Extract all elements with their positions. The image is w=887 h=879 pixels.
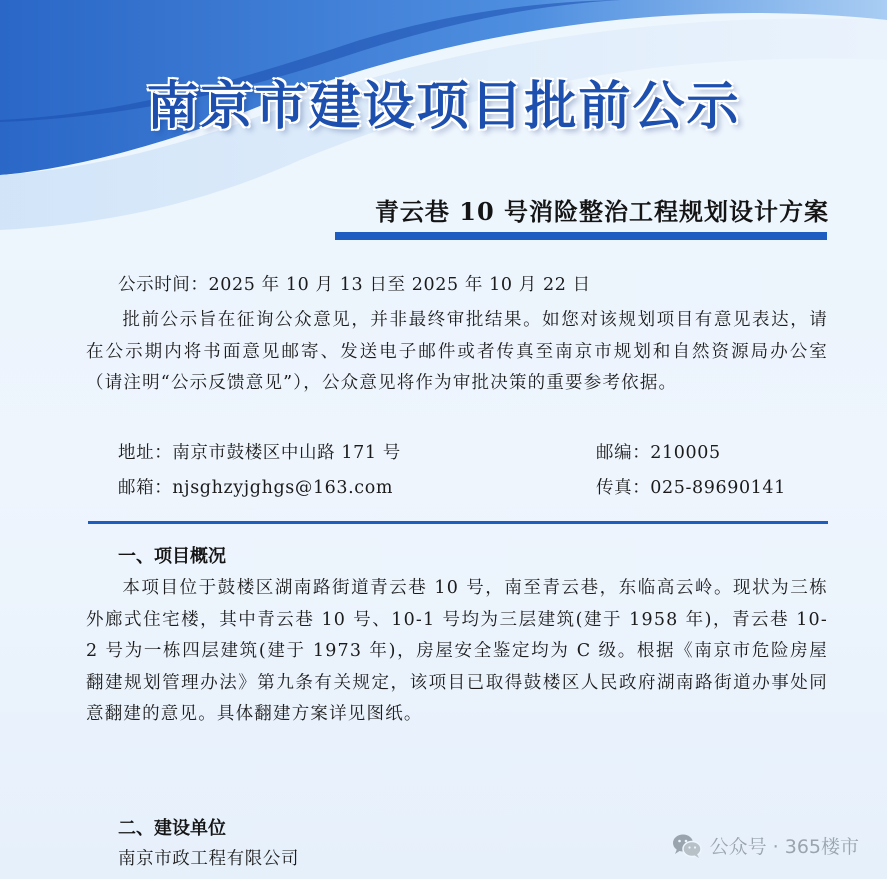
- section-1-body-text: 本项目位于鼓楼区湖南路街道青云巷 10 号，南至青云巷，东临高云岭。现状为三栋外廊式住宅楼，其中青云巷 10 号、10-1 号均为三层建筑(建于 1958 年)，青云巷 10-2 号为一栋四层建筑(建于 1973 年)，房屋安全鉴定均为 C 级。根据《南京市危险房屋翻建规划管理办法》第九条有关规定，该项目已取得鼓楼区人民政府湖南路街道办事处同意翻建的意见。具体翻建方案详见图纸。: [86, 578, 828, 724]
- subtitle-underline: [335, 232, 827, 240]
- watermark: [672, 832, 859, 859]
- contact-fax: 传真：025-89690141: [596, 478, 786, 498]
- section-2-body: 南京市政工程有限公司: [118, 849, 299, 869]
- section-2-heading: 二、建设单位: [118, 818, 226, 839]
- page-title: 南京市建设项目批前公示: [146, 77, 741, 137]
- watermark-text: 公众号 · 365楼市: [709, 836, 859, 858]
- section-divider: [88, 521, 828, 524]
- section-1-heading: 一、项目概况: [118, 546, 226, 567]
- notice-paragraph-text: 批前公示旨在征询公众意见，并非最终审批结果。如您对该规划项目有意见表达，请在公示期内将书面意见邮寄、发送电子邮件或者传真至南京市规划和自然资源局办公室（请注明“公示反馈意见”），公众意见将作为审批决策的重要参考依据。: [86, 310, 828, 393]
- section-1-body: [86, 573, 828, 731]
- notice-paragraph: [86, 305, 828, 400]
- notice-period: 公示时间：2025 年 10 月 13 日至 2025 年 10 月 22 日: [118, 275, 591, 295]
- contact-postcode: 邮编：210005: [596, 443, 721, 463]
- contact-email: 邮箱：njsghzyjghgs@163.com: [118, 478, 394, 498]
- contact-address: 地址：南京市鼓楼区中山路 171 号: [118, 443, 401, 463]
- project-subtitle: 青云巷 10 号消险整治工程规划设计方案: [374, 197, 829, 226]
- wechat-icon: [672, 833, 702, 859]
